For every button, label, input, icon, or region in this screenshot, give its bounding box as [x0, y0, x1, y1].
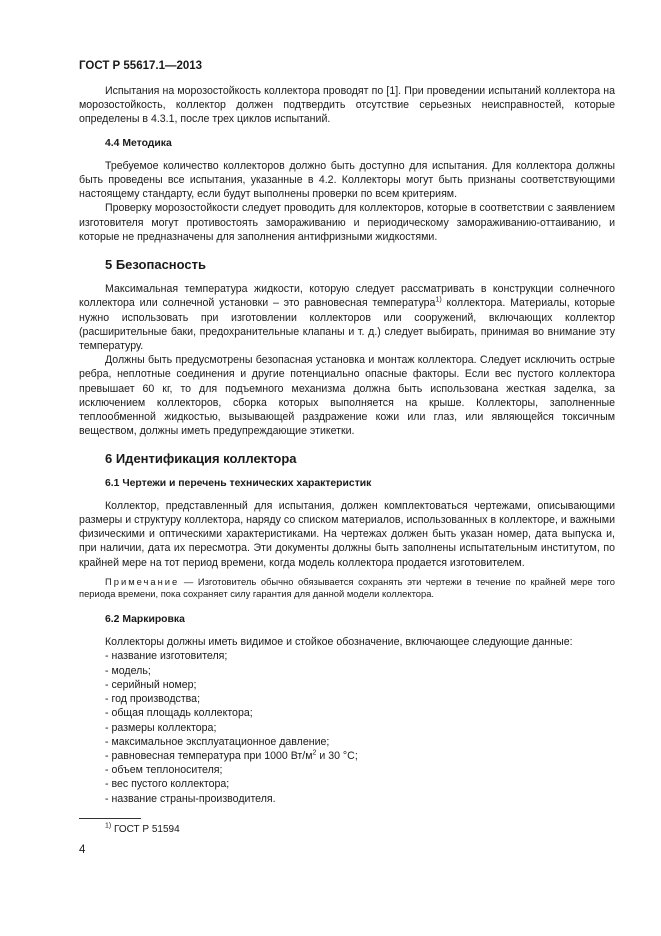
section-4-4-paragraph-1: Требуемое количество коллекторов должно быть доступно для испытания. Для коллектора должны быть проведены все испытания, указанные в 4.2. Коллекторы могут быть признаны соответствующими настоящему стандарту, если будут выполнены проверки по всем критериям. [79, 159, 615, 201]
note-text: — Изготовитель обычно обязывается сохранять эти чертежи в течение по крайней мере того периода времени, пока сохраняет силу гарантия для данной модели коллектора. [79, 575, 615, 600]
list-item: - объем теплоносителя; [105, 764, 223, 777]
footnote [105, 824, 180, 835]
list-item: - год производства; [105, 693, 201, 706]
section-6-1-paragraph: Коллектор, представленный для испытания, должен комплектоваться чертежами, описывающими размеры и структуру коллектора, наряду со списком материалов, использованных в коллекторе, и важными физическими и оптическими характеристиками. На чертежах должен быть указан номер, дата выпуска и, при наличии, дата их пересмотра. Эти документы должны быть заполнены испытательным институтом, по крайней мере на тот период времени, когда модель коллектора продается изготовителем. [79, 499, 615, 569]
frost-paragraph: Испытания на морозостойкость коллектора проводят по [1]. При проведении испытаний коллектора на морозостойкость, коллектор должен подтвердить отсутствие серьезных неисправностей, которые определены в 4.3.1, после трех циклов испытаний. [79, 85, 615, 126]
footnote-mark: 1) [105, 822, 112, 830]
page-number: 4 [79, 844, 86, 856]
marking-list [79, 649, 615, 805]
section-6-1-title: 6.1 Чертежи и перечень технических характеристик [105, 477, 372, 489]
superscript: 2 [312, 749, 317, 757]
section-6-2-title: 6.2 Маркировка [105, 614, 185, 626]
list-item: - название страны-производителя. [105, 792, 276, 805]
document-body [79, 84, 615, 806]
note-label: Примечание [105, 575, 180, 587]
list-item: - общая площадь коллектора; [105, 707, 253, 720]
note [79, 576, 615, 601]
section-4-4-paragraph-2: Проверку морозостойкости следует проводить для коллекторов, которые в соответствии с заявлением изготовителя могут противостоять замораживанию и периодическому замораживанию-оттаиванию, и которые не предназначены для заполнения антифризными жидкостями. [79, 202, 615, 243]
footnote-divider [79, 818, 141, 819]
section-5-paragraph-2: Должны быть предусмотрены безопасная установка и монтаж коллектора. Следует исключить острые ребра, неплотные соединения и другие потенциально опасные факторы. Если вес пустого коллектора превышает 60 кг, то для подъемного механизма должна быть использована жесткая заделка, за исключением коллекторов, сборка которых выполняется на крыше. Коллекторы, заполненные теплообменной жидкостью, вызывающей раздражение кожи или глаз, или являющейся токсичным веществом, должны иметь предупреждающие этикетки. [79, 354, 615, 438]
section-5-title: 5 Безопасность [105, 257, 207, 273]
section-4-4-title: 4.4 Методика [105, 137, 172, 149]
section-5-paragraph-1 [79, 282, 615, 353]
section-6-title: 6 Идентификация коллектора [105, 451, 297, 467]
list-item: - модель; [105, 664, 151, 677]
section-6-2-intro: Коллекторы должны иметь видимое и стойкое обозначение, включающее следующие данные: [105, 636, 573, 649]
list-item: - серийный номер; [105, 678, 197, 691]
document-code-header: ГОСТ Р 55617.1—2013 [79, 60, 203, 72]
list-item: - название изготовителя; [105, 650, 228, 663]
list-item: - размеры коллектора; [105, 721, 217, 734]
list-item-text: - равновесная температура при 1000 Вт/м [105, 749, 313, 762]
list-item: - максимальное эксплуатационное давление; [105, 735, 330, 748]
list-item [105, 749, 615, 763]
list-item-tail: и 30 °С; [316, 749, 358, 762]
footnote-ref: 1) [435, 296, 442, 304]
list-item: - вес пустого коллектора; [105, 778, 230, 791]
footnote-text: ГОСТ Р 51594 [111, 824, 180, 835]
section-5-text-b: коллектора. Материалы, которые нужно использовать при изготовлении коллекторов или сооружений, включающих коллектор (расширительные баки, предохранительные клапаны и т. д.) следует выбирать, принимая во внимание эту температуру. [79, 297, 615, 353]
section-5-text-a: Максимальная температура жидкости, которую следует рассматривать в конструкции солнечного коллектора или солнечной установки – это равновесная температура [79, 283, 615, 310]
